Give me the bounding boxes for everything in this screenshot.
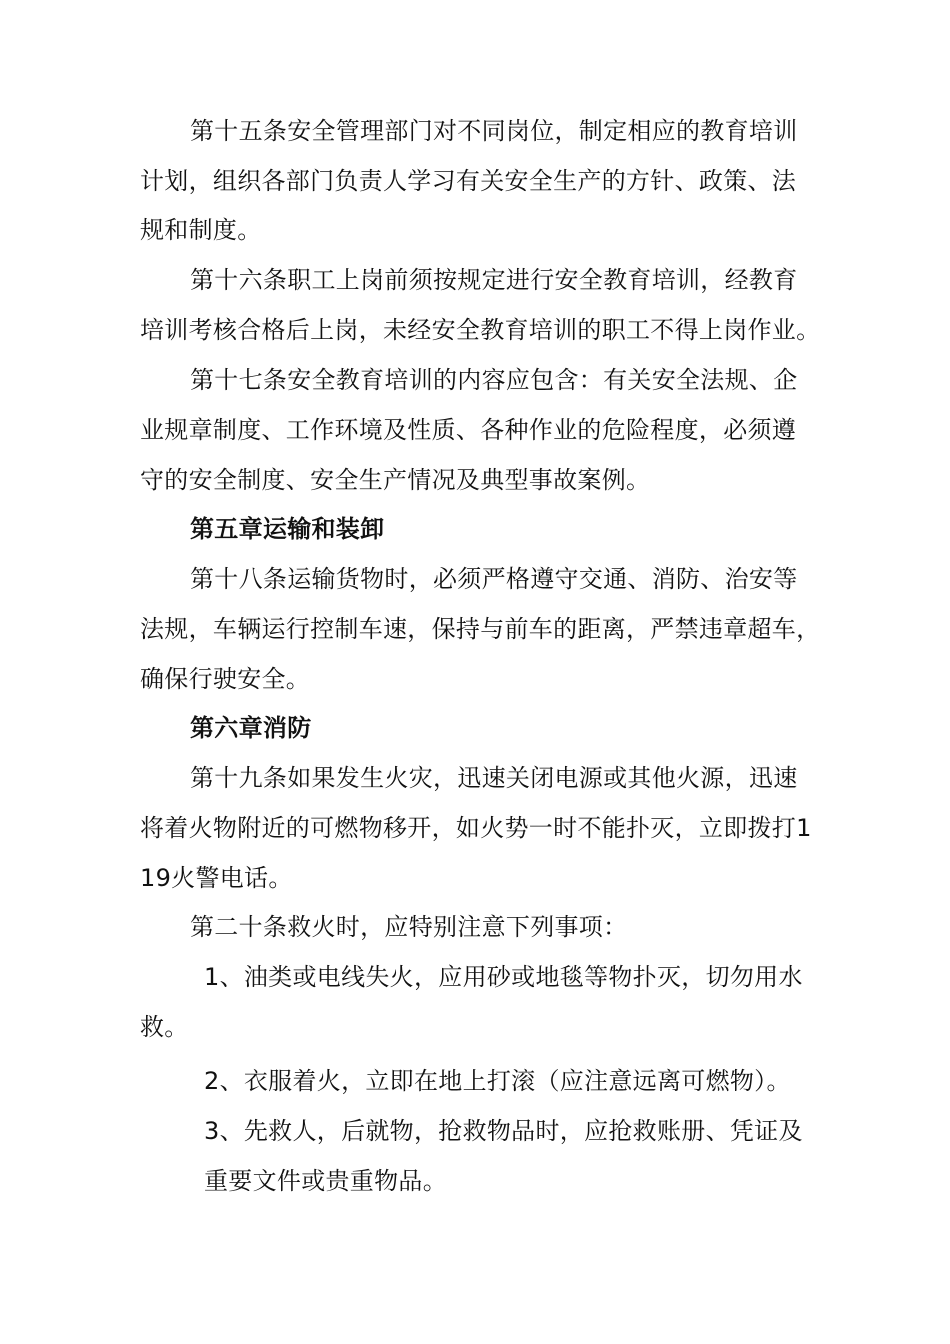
text-line: 19火警电话。 — [140, 864, 293, 892]
text-line: 规和制度。 — [140, 216, 262, 244]
chapter-heading: 第六章消防 — [190, 714, 312, 742]
text-line: 第十八条运输货物时，必须严格遵守交通、消防、治安等 — [190, 565, 798, 593]
text-line: 第十五条安全管理部门对不同岗位，制定相应的教育培训 — [190, 117, 798, 145]
chapter-heading: 第五章运输和装卸 — [190, 515, 385, 543]
text-line: 计划，组织各部门负责人学习有关安全生产的方针、政策、法 — [140, 167, 797, 195]
text-line: 救。 — [140, 1013, 189, 1041]
text-line: 第十七条安全教育培训的内容应包含：有关安全法规、企 — [190, 366, 798, 394]
text-line: 业规章制度、工作环境及性质、各种作业的危险程度，必须遵 — [140, 416, 797, 444]
text-line: 将着火物附近的可燃物移开，如火势一时不能扑灭，立即拨打1 — [140, 814, 812, 842]
list-item: 1、油类或电线失火，应用砂或地毯等物扑灭，切勿用水 — [204, 963, 803, 991]
text-line: 守的安全制度、安全生产情况及典型事故案例。 — [140, 466, 651, 494]
text-line: 确保行驶安全。 — [140, 665, 311, 693]
list-item: 3、先救人，后就物，抢救物品时，应抢救账册、凭证及 — [204, 1117, 803, 1145]
text-line: 第十九条如果发生火灾，迅速关闭电源或其他火源，迅速 — [190, 764, 798, 792]
text-line: 第二十条救火时，应特别注意下列事项： — [190, 913, 628, 941]
text-line: 重要文件或贵重物品。 — [204, 1167, 447, 1195]
text-line: 培训考核合格后上岗，未经安全教育培训的职工不得上岗作业。 — [140, 316, 821, 344]
text-line: 第十六条职工上岗前须按规定进行安全教育培训，经教育 — [190, 266, 798, 294]
text-line: 法规，车辆运行控制车速，保持与前车的距离，严禁违章超车， — [140, 615, 821, 643]
list-item: 2、衣服着火，立即在地上打滚（应注意远离可燃物）。 — [204, 1067, 791, 1095]
